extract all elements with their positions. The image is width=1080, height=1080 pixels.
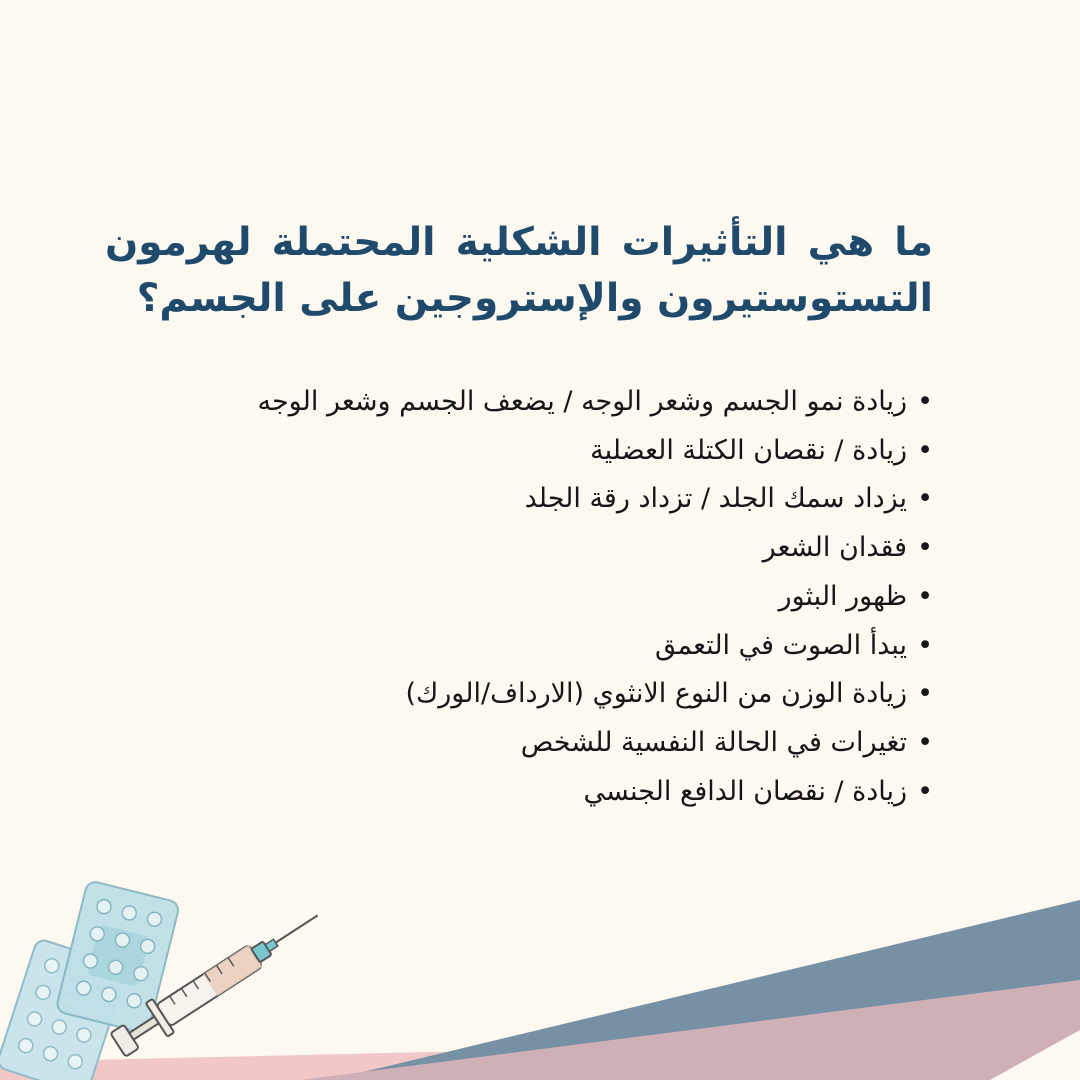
list-item-text: يبدأ الصوت في التعمق xyxy=(655,629,908,661)
list-item-text: زيادة نمو الجسم وشعر الوجه / يضعف الجسم وشعر الوجه xyxy=(257,386,908,417)
list-item-text: زيادة / نقصان الكتلة العضلية xyxy=(590,434,908,466)
bullet-icon: • xyxy=(917,678,933,710)
page-title: ما هي التأثيرات الشكلية المحتملة لهرمون التستوستيرون والإستروجين على الجسم؟ xyxy=(105,220,933,321)
bullet-icon: • xyxy=(917,726,933,758)
list-item-text: يزداد سمك الجلد / تزداد رقة الجلد xyxy=(524,483,908,515)
list-item-text: تغيرات في الحالة النفسية للشخص xyxy=(520,726,908,758)
bullet-icon: • xyxy=(917,434,933,466)
list-item-text: ظهور البثور xyxy=(778,580,908,612)
bullet-icon: • xyxy=(917,532,933,564)
list-item-text: فقدان الشعر xyxy=(762,532,908,564)
bullet-icon: • xyxy=(917,775,933,807)
bullet-icon: • xyxy=(917,483,933,515)
bullet-icon: • xyxy=(917,580,933,612)
bullet-icon: • xyxy=(917,386,933,417)
list-item-text: زيادة / نقصان الدافع الجنسي xyxy=(583,775,908,807)
bullet-icon: • xyxy=(917,629,933,661)
list-item-text: زيادة الوزن من النوع الانثوي (الارداف/الورك) xyxy=(405,678,908,710)
